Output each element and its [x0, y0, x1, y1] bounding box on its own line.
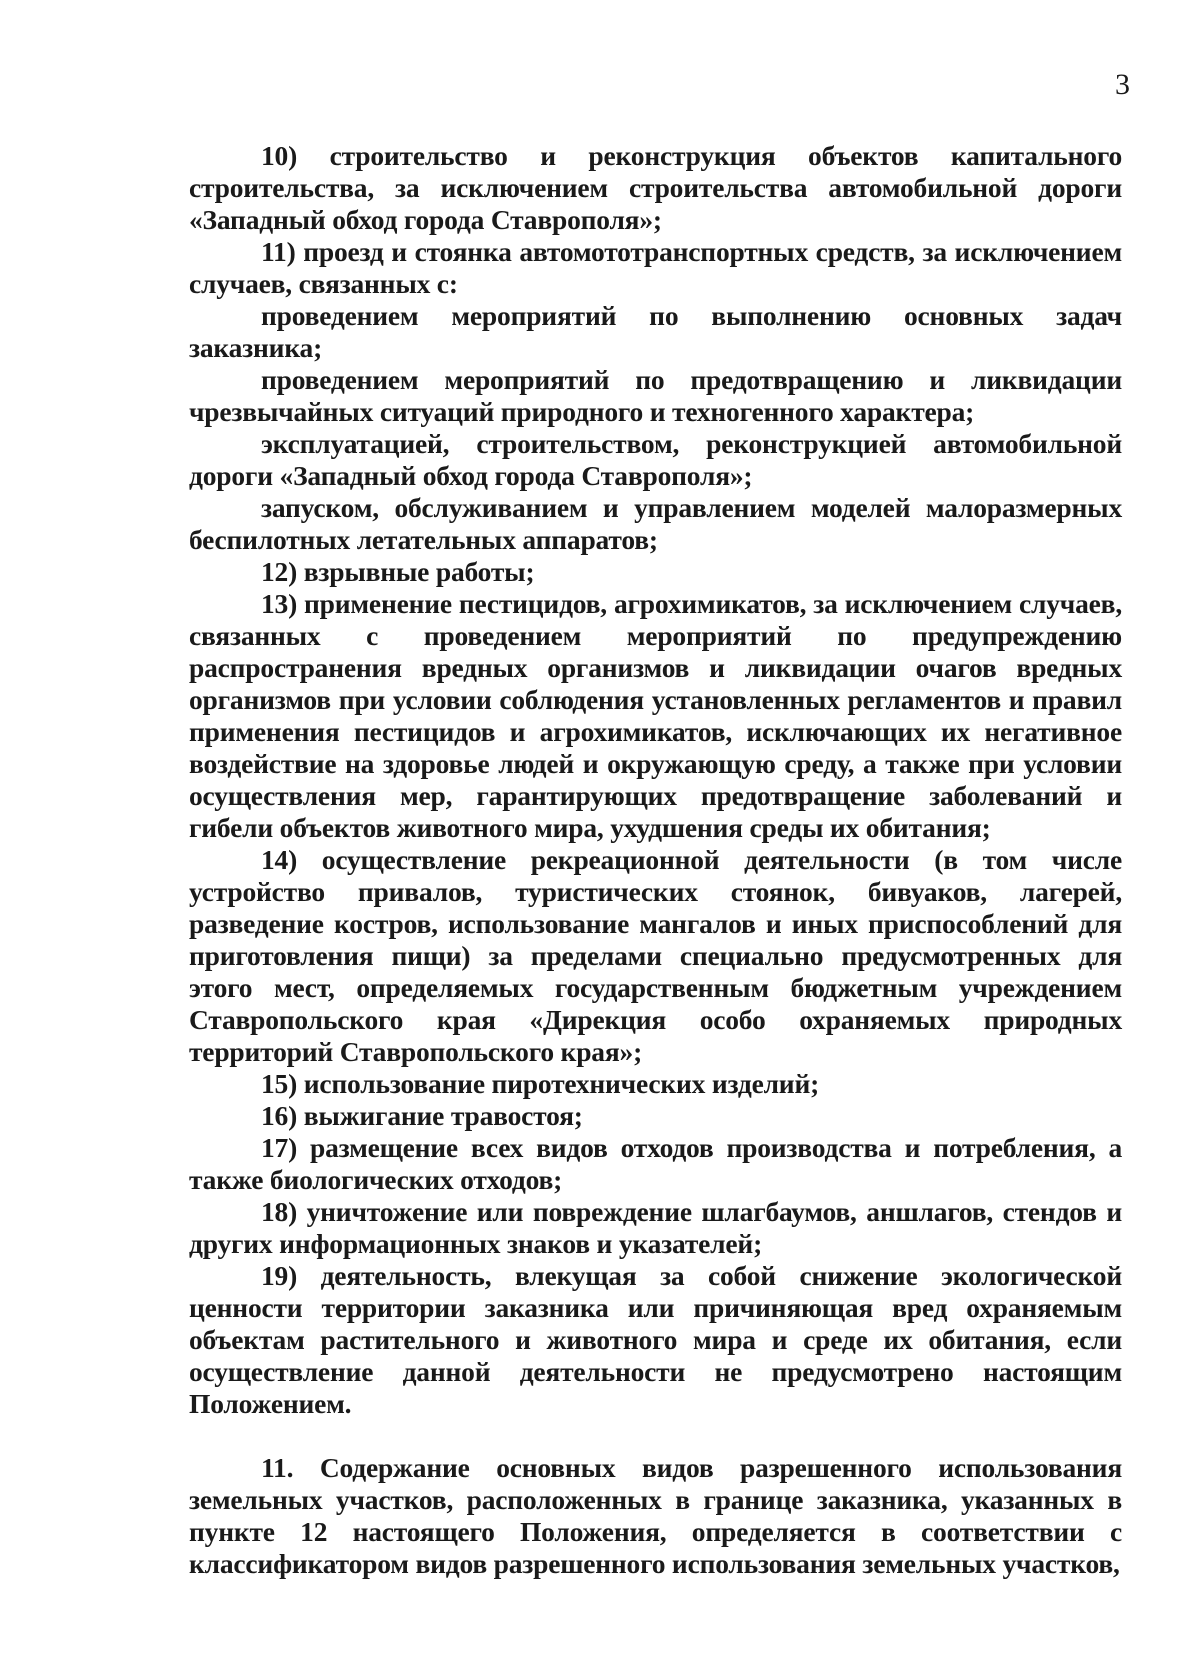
paragraph-item-15: 15) использование пиротехнических изделий; [261, 1068, 820, 1099]
paragraph-item-17: 17) размещение всех видов отходов производства и потребления, а также биологических отходов; [189, 1132, 1122, 1195]
paragraph-item-14: 14) осуществление рекреационной деятельности (в том числе устройство привалов, туристических стоянок, бивуаков, лагерей, разведение костров, использование мангалов и иных приспособлений для приготовления пищи) за пределами специально предусмотренных для этого мест, определяемых государственным бюджетным учреждением Ставропольского края «Дирекция особо охраняемых природных территорий Ставропольского края»; [189, 844, 1122, 1067]
paragraph-item-19: 19) деятельность, влекущая за собой снижение экологической ценности территории заказника или причиняющая вред охраняемым объектам растительного и животного мира и среде их обитания, если осуществление данной деятельности не предусмотрено настоящим Положением. [189, 1260, 1122, 1419]
page-number: 3 [1115, 68, 1130, 101]
paragraph-item-11: 11) проезд и стоянка автомототранспортных средств, за исключением случаев, связанных с: [189, 236, 1122, 299]
paragraph-item-10: 10) строительство и реконструкция объектов капитального строительства, за исключением строительства автомобильной дороги «Западный обход города Ставрополя»; [189, 140, 1122, 235]
paragraph-subitem: эксплуатацией, строительством, реконструкцией автомобильной дороги «Западный обход города Ставрополя»; [189, 428, 1122, 491]
paragraph-item-16: 16) выжигание травостоя; [261, 1100, 583, 1131]
paragraph-subitem: проведением мероприятий по предотвращению и ликвидации чрезвычайных ситуаций природного и техногенного характера; [189, 364, 1122, 427]
paragraph-subitem: запуском, обслуживанием и управлением моделей малоразмерных беспилотных летательных аппаратов; [189, 492, 1122, 555]
paragraph-item-13: 13) применение пестицидов, агрохимикатов, за исключением случаев, связанных с проведением мероприятий по предупреждению распространения вредных организмов и ликвидации очагов вредных организмов при условии соблюдения установленных регламентов и правил применения пестицидов и агрохимикатов, исключающих их негативное воздействие на здоровье людей и окружающую среду, а также при условии осуществления мер, гарантирующих предотвращение заболеваний и гибели объектов животного мира, ухудшения среды их обитания; [189, 588, 1122, 843]
paragraph-subitem: проведением мероприятий по выполнению основных задач заказника; [189, 300, 1122, 363]
paragraph-item-18: 18) уничтожение или повреждение шлагбаумов, аншлагов, стендов и других информационных знаков и указателей; [189, 1196, 1122, 1259]
paragraph-item-12: 12) взрывные работы; [261, 556, 535, 587]
document-body [189, 140, 1122, 1580]
paragraph-point-11: 11. Содержание основных видов разрешенного использования земельных участков, расположенных в границе заказника, указанных в пункте 12 настоящего Положения, определяется в соответствии с классификатором видов разрешенного использования земельных участков, [189, 1452, 1122, 1579]
